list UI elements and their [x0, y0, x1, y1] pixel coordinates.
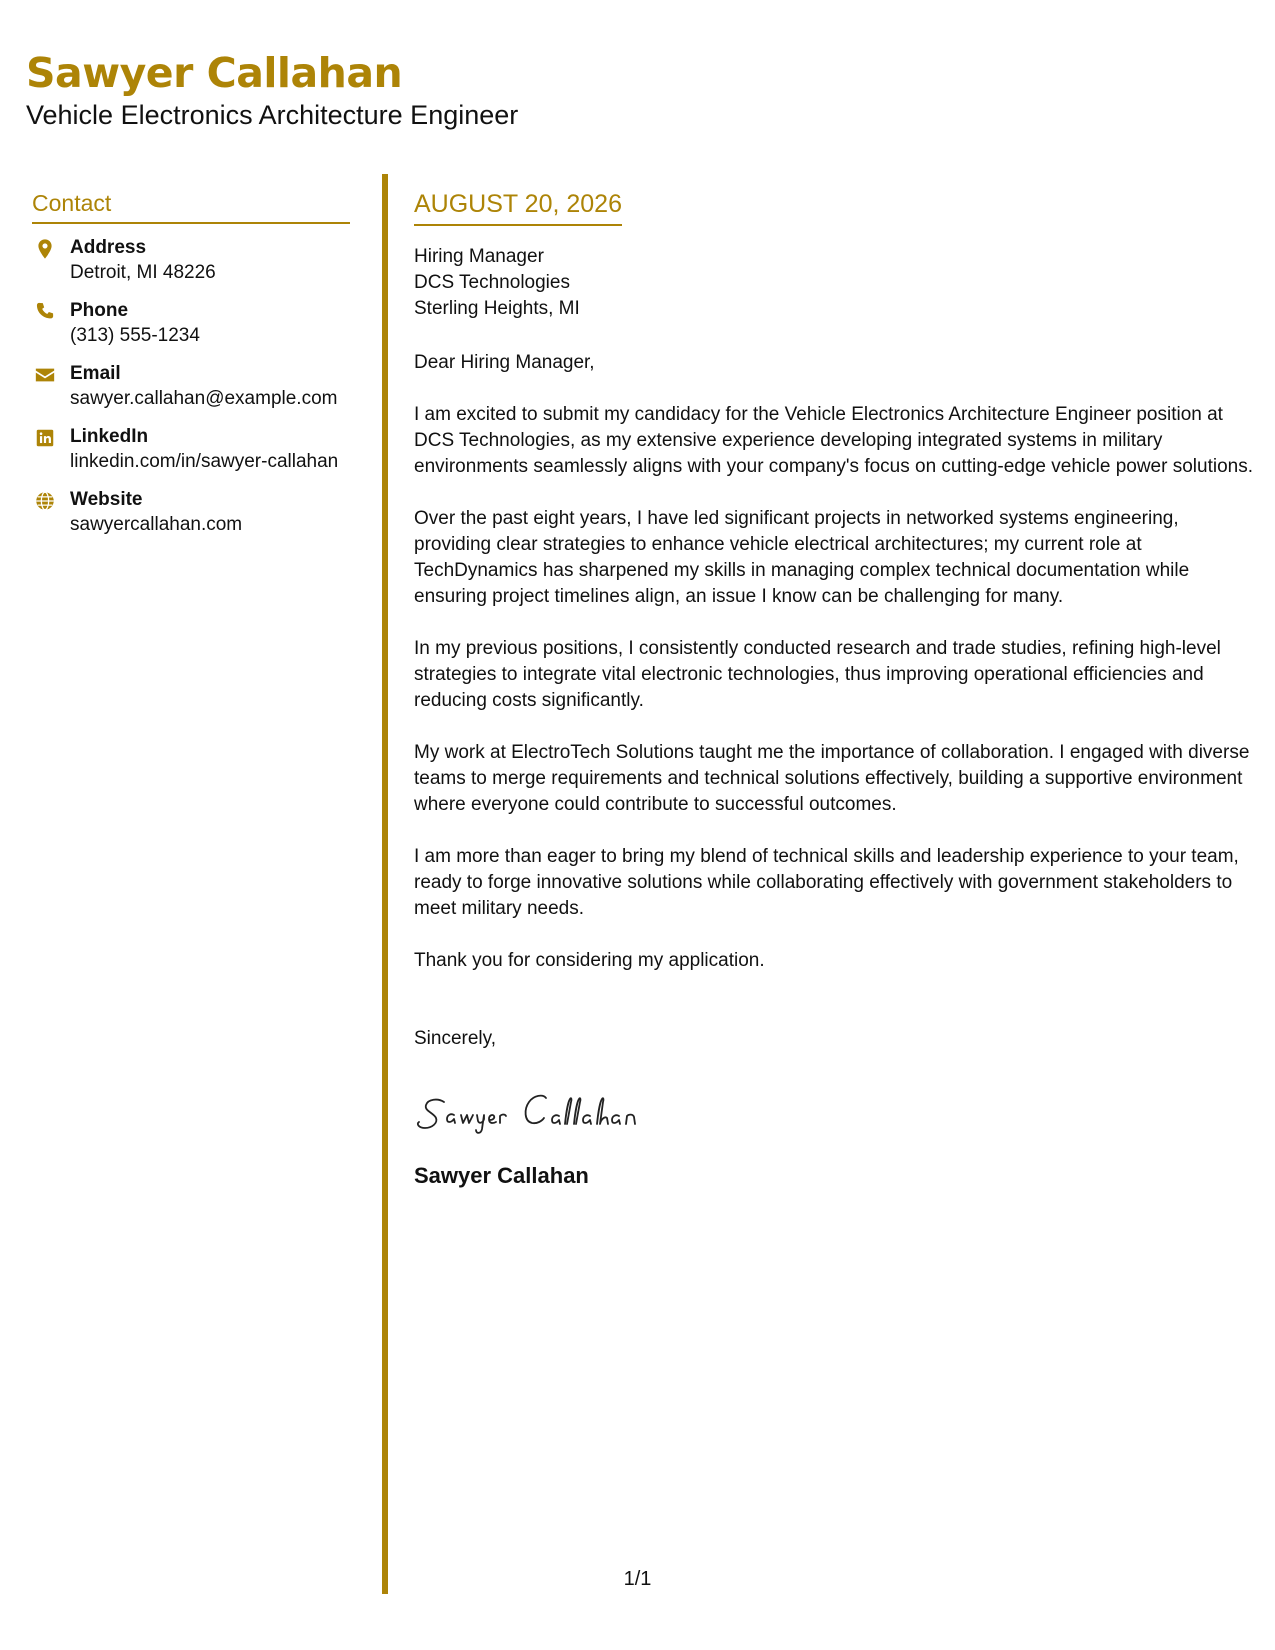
contact-label: Website	[70, 489, 143, 510]
contact-item-address	[32, 236, 350, 299]
location-pin-icon	[34, 238, 56, 260]
recipient-line: Hiring Manager	[414, 246, 544, 267]
letter-paragraph: Over the past eight years, I have led significant projects in networked systems engineering, providing clear strategies to enhance vehicle electrical architectures; my current role at TechDynamics has sharpened my skills in managing complex technical documentation while ensuring project timelines align, an issue I know can be challenging for many.	[414, 508, 1190, 607]
contact-item-email	[32, 362, 350, 425]
contact-value: Detroit, MI 48226	[70, 262, 216, 283]
globe-icon	[34, 490, 56, 512]
recipient-line: DCS Technologies	[414, 272, 570, 293]
contact-sidebar	[32, 188, 350, 551]
contact-label: Phone	[70, 300, 129, 321]
contact-value: sawyer.callahan@example.com	[70, 388, 338, 409]
contact-label: Address	[70, 237, 147, 258]
letter-paragraph: I am excited to submit my candidacy for the Vehicle Electronics Architecture Engineer position at DCS Technologies, as my extensive experience developing integrated systems in military environments seamlessly aligns with your company's focus on cutting-edge vehicle power solutions.	[414, 404, 1253, 477]
contact-value: (313) 555-1234	[70, 325, 200, 346]
closing: Sincerely,	[414, 1028, 497, 1049]
contact-value: sawyercallahan.com	[70, 514, 243, 535]
linkedin-icon	[34, 427, 56, 449]
envelope-icon	[34, 364, 56, 386]
recipient-block	[414, 244, 1254, 322]
letter-body	[414, 188, 1254, 1190]
contact-label: Email	[70, 363, 121, 384]
contact-item-website	[32, 488, 350, 551]
applicant-name: Sawyer Callahan	[26, 49, 403, 97]
vertical-divider	[382, 174, 388, 1594]
job-title: Vehicle Electronics Architecture Engineer	[26, 100, 519, 130]
handwritten-signature	[414, 1082, 1254, 1140]
recipient-line: Sterling Heights, MI	[414, 298, 580, 319]
contact-value: linkedin.com/in/sawyer-callahan	[70, 451, 339, 472]
page-header	[26, 48, 518, 132]
phone-icon	[34, 301, 56, 323]
contact-label: LinkedIn	[70, 426, 149, 447]
contact-item-phone	[32, 299, 350, 362]
salutation: Dear Hiring Manager,	[414, 352, 595, 373]
contact-heading: Contact	[32, 188, 350, 224]
signer-name: Sawyer Callahan	[414, 1163, 589, 1188]
letter-date: AUGUST 20, 2026	[414, 188, 622, 226]
letter-paragraph: Thank you for considering my application.	[414, 950, 765, 971]
letter-paragraph: I am more than eager to bring my blend of technical skills and leadership experience to your team, ready to forge innovative solutions while collaborating effectively with government stakeholders to meet military needs.	[414, 846, 1239, 919]
page-number: 1/1	[623, 1568, 652, 1590]
contact-item-linkedin	[32, 425, 350, 488]
letter-paragraph: In my previous positions, I consistently conducted research and trade studies, refining high-level strategies to integrate vital electronic technologies, thus improving operational efficiencies and reducing costs significantly.	[414, 638, 1221, 711]
letter-paragraph: My work at ElectroTech Solutions taught me the importance of collaboration. I engaged with diverse teams to merge requirements and technical solutions effectively, building a supportive environment where everyone could contribute to successful outcomes.	[414, 742, 1250, 815]
contact-list	[32, 236, 350, 551]
